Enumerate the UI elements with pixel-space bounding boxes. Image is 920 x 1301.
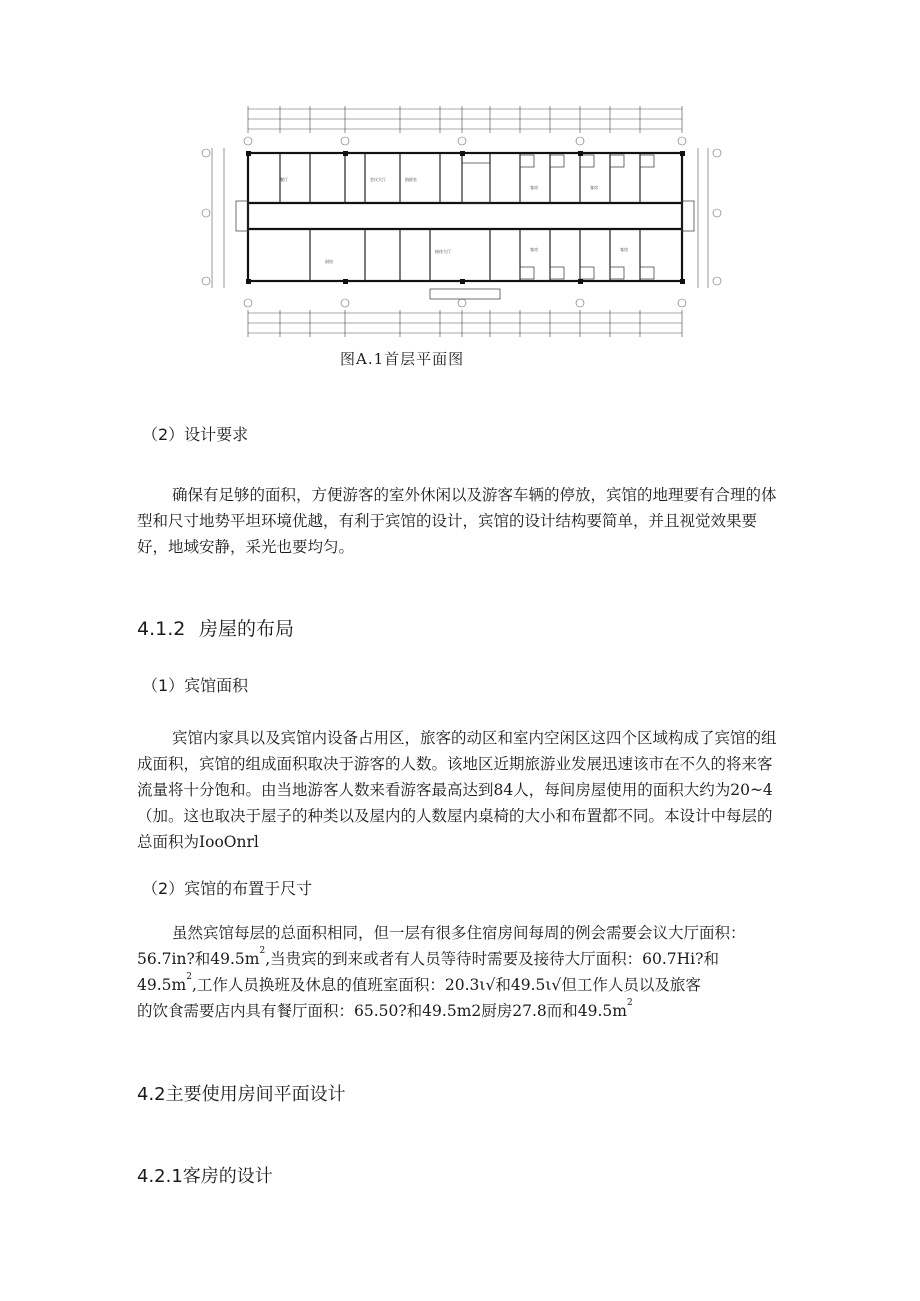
room-label: 厨房: [325, 259, 333, 264]
room-label: 接待大厅: [435, 249, 451, 254]
paragraph-design-requirements: 确保有足够的面积，方便游客的室外休闲以及游客车辆的停放，宾馆的地理要有合理的体型和尺寸地势平坦环境优越，有利于宾馆的设计，宾馆的设计结构要简单，并且视觉效果要好，地域安静，采光也要均匀。: [137, 486, 777, 556]
room-label: 客房: [590, 185, 598, 190]
layout-line-1: 虽然宾馆每层的总面积相同，但一层有很多住宿房间每周的例会需要会议大厅面积：: [172, 924, 746, 942]
paragraph-hotel-layout: [137, 920, 797, 1024]
layout-line-2: 56.7in?和$49.5m^2$,当贵宾的到来或者有人员等待时需要及接待大厅面积：60.7Hi?和: [137, 946, 719, 968]
subheading-hotel-area: （1）宾馆面积: [142, 676, 249, 695]
section-heading-4-1-2: [137, 614, 294, 641]
section-heading-4-2-1: 4.2.1客房的设计: [137, 1166, 273, 1187]
room-label: 餐厅: [280, 177, 288, 182]
subheading-design-requirements: （2）设计要求: [142, 425, 249, 444]
layout-line-3: $49.5m^2$,工作人员换班及休息的值班室面积：20.3ι√和49.5ι√但工作人员以及旅客: [137, 972, 701, 994]
section-title: 房屋的布局: [199, 618, 295, 640]
paragraph-hotel-area: 宾馆内家具以及宾馆内设备占用区，旅客的动区和室内空闲区这四个区域构成了宾馆的组成面积，宾馆的组成面积取决于游客的人数。该地区近期旅游业发展迅速该市在不久的将来客流量将十分饱和。由当地游客人数来看游客最高达到84人，每间房屋使用的面积大约为20~4（加。这也取决于屋子的种类以及屋内的人数屋内桌椅的大小和布置都不同。本设计中每层的总面积为IooOnrl: [137, 729, 777, 851]
layout-line-4: 的饮食需要店内具有餐厅面积：65.50?和49.5m2厨房27.8而和$49.5m^2$: [137, 998, 633, 1020]
room-label: 值班室: [405, 177, 417, 182]
room-label: 客房: [530, 247, 538, 252]
section-number: 4.1.2: [137, 618, 186, 640]
room-label: 客房: [530, 185, 538, 190]
floor-plan-drawing: [200, 103, 725, 348]
subheading-hotel-layout: （2）宾馆的布置于尺寸: [142, 879, 313, 898]
floor-plan-figure: [200, 103, 725, 348]
section-heading-4-2: 4.2主要使用房间平面设计: [137, 1084, 346, 1105]
room-label: 客房: [620, 247, 628, 252]
room-label: 会议大厅: [370, 177, 386, 182]
figure-caption: 图A.1首层平面图: [340, 350, 465, 368]
